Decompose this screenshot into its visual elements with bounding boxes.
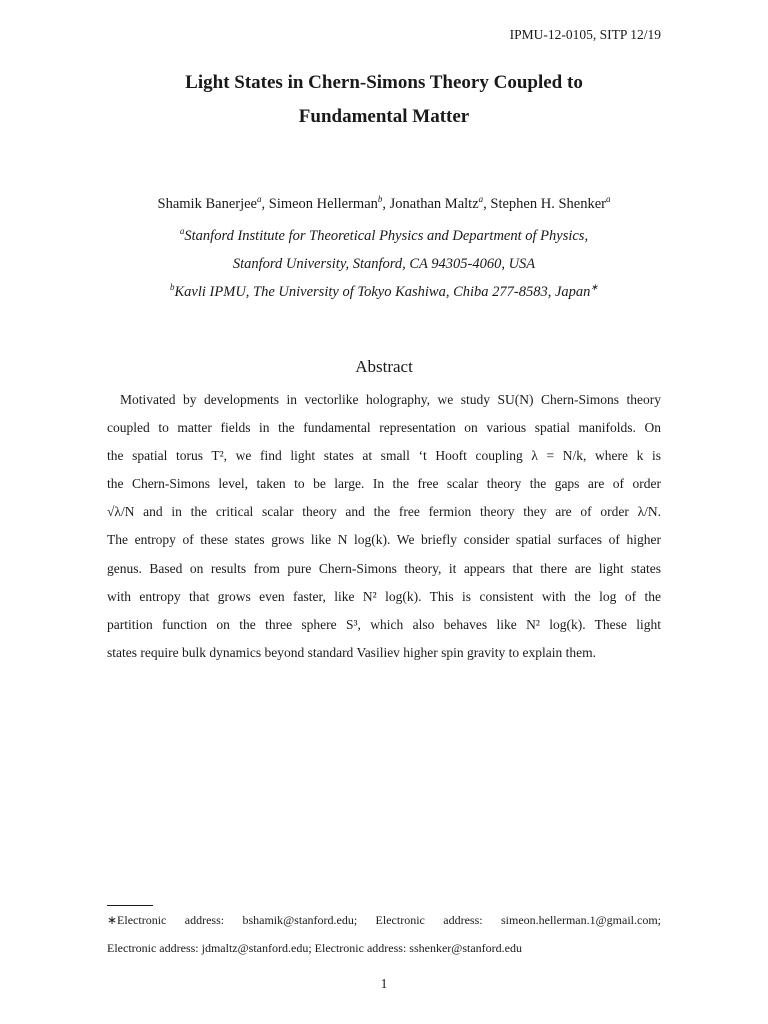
abstract-line: coupled to matter fields in the fundamental representation on various spatial manifolds. On [107, 420, 661, 436]
title-line-2: Fundamental Matter [298, 106, 470, 127]
footnote-star: ∗ [590, 282, 598, 293]
abstract-line: with entropy that grows even faster, like N² log(k). This is consistent with the log of the [107, 588, 661, 604]
affiliation-mark: b [170, 282, 175, 293]
author-affiliation-mark: a [257, 194, 262, 205]
author-name: Simeon Hellerman [268, 196, 378, 212]
abstract-body [107, 386, 661, 667]
title-line-1: Light States in Chern-Simons Theory Coupled to [185, 72, 583, 93]
author-affiliation-mark: b [377, 194, 383, 205]
page-number: 1 [380, 976, 388, 991]
affiliation-mark: a [179, 226, 185, 237]
footnote-line-2: Electronic address: jdmaltz@stanford.edu; Electronic address: sshenker@stanford.edu [107, 941, 522, 955]
abstract-line: the spatial torus T², we find light states at small ‘t Hooft coupling λ = N/k, where k is [107, 448, 661, 464]
author-affiliation-mark: a [478, 194, 484, 205]
abstract-line: the Chern-Simons level, taken to be large. In the free scalar theory the gaps are of order [107, 476, 661, 492]
affiliation-a-line-1: $^a$Stanford Institute for Theoretical Physics and Department of Physics, [179, 226, 589, 244]
author-list: Shamik Banerjee$^a$, Simeon Hellerman$^b$, Jonathan Maltz$^a$, Stephen H. Shenker$^a$ [157, 194, 611, 212]
footnote [107, 906, 661, 962]
affiliation-b: $^b$Kavli IPMU, The University of Tokyo Kashiwa, Chiba 277-8583, Japan∗ [170, 282, 598, 300]
abstract-line: √λ/N and in the critical scalar theory and the free fermion theory they are of order λ/N. [107, 504, 661, 520]
abstract-heading: Abstract [355, 357, 413, 376]
abstract-line: The entropy of these states grows like N log(k). We briefly consider spatial surfaces of higher [107, 532, 661, 548]
abstract-line: states require bulk dynamics beyond standard Vasiliev higher spin gravity to explain them. [107, 644, 597, 660]
abstract-line: genus. Based on results from pure Chern-Simons theory, it appears that there are light states [107, 560, 661, 576]
paper-title [0, 66, 768, 134]
author-affiliation-mark: a [605, 194, 611, 205]
author-name: Shamik Banerjee [157, 196, 257, 212]
footnote-line-1: ∗Electronic address: bshamik@stanford.edu; Electronic address: simeon.hellerman.1@gmail.com; [107, 913, 661, 927]
author-name: Stephen H. Shenker [490, 196, 606, 212]
abstract-line: partition function on the three sphere S³, which also behaves like N² log(k). These light [107, 616, 661, 632]
abstract-line: Motivated by developments in vectorlike holography, we study SU(N) Chern-Simons theory [120, 392, 661, 407]
affiliation-a-line-2: Stanford University, Stanford, CA 94305-4060, USA [232, 256, 536, 272]
author-name: Jonathan Maltz [389, 196, 479, 212]
affiliation-list [0, 222, 768, 306]
report-number: IPMU-12-0105, SITP 12/19 [509, 27, 661, 42]
